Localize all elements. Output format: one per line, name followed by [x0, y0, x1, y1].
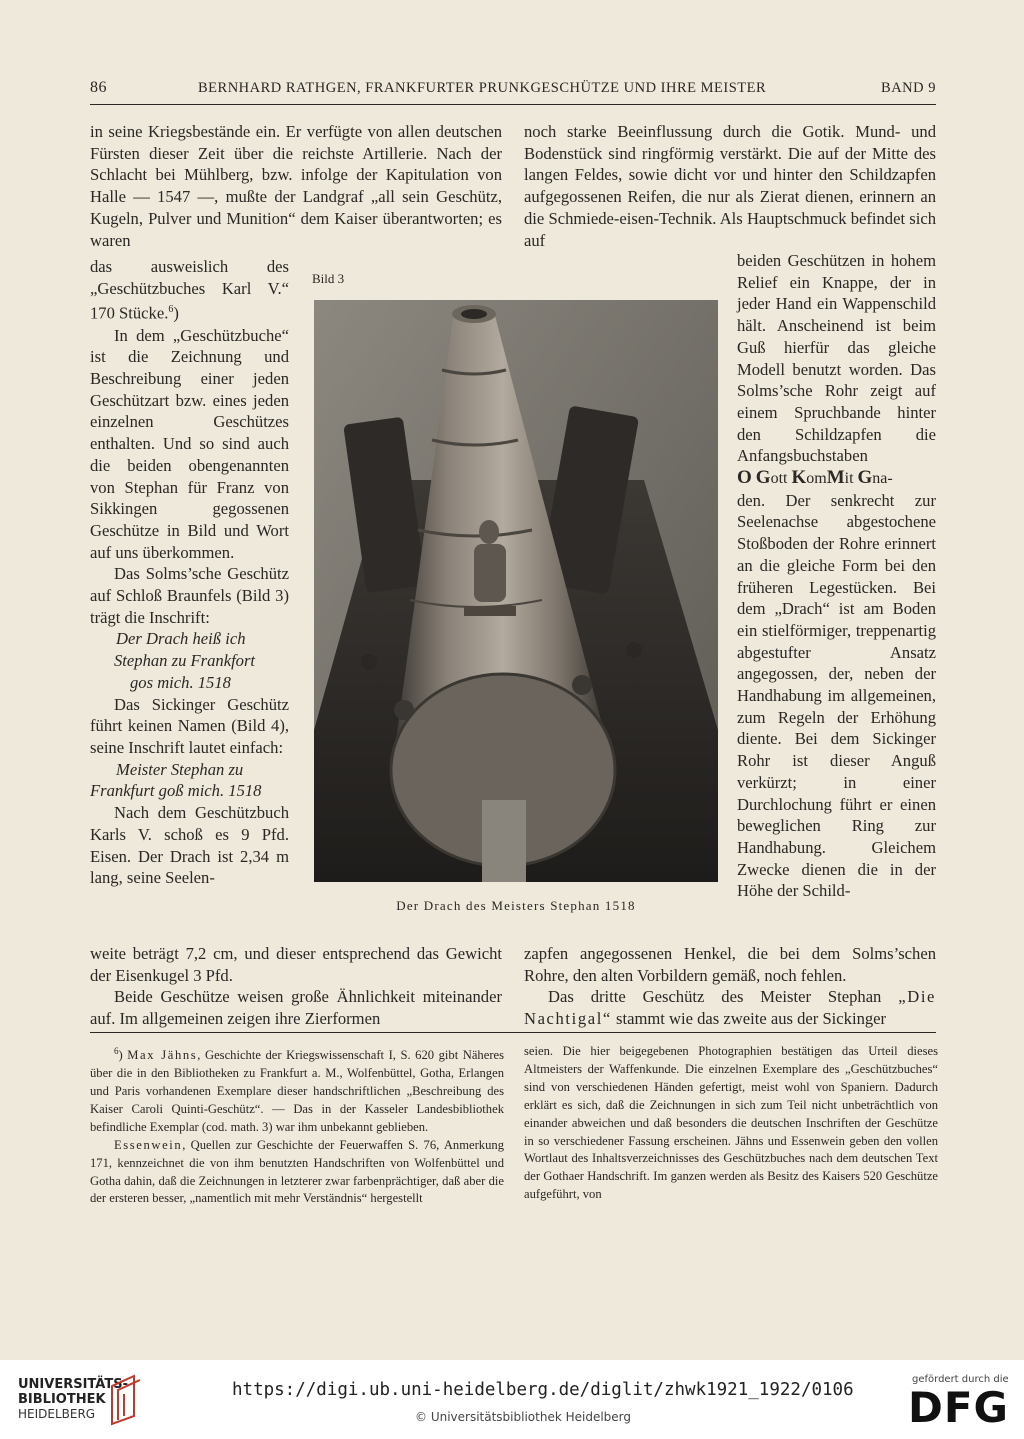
inscription-line: Meister Stephan zu — [116, 759, 244, 779]
running-title: BERNHARD RATHGEN, FRANKFURTER PRUNKGESCHÜTZE UND IHRE MEISTER — [198, 80, 767, 96]
gun-name: „Die Nachtigal“ — [524, 987, 936, 1029]
paragraph: Das dritte Geschütz des Meister Stephan „Die Nachtigal“ stammt wie das zweite aus der Sickinger — [524, 987, 936, 1029]
library-emblem-icon — [104, 1372, 144, 1428]
library-logo: UNIVERSITÄTS- BIBLIOTHEK HEIDELBERG — [18, 1377, 128, 1421]
footnote-left: $^6$) Max Jähns, Geschichte der Kriegswissenschaft I, S. 620 gibt Näheres über die in den Bibliotheken zu Frankfurt a. M., Wolfenbüttel, Gotha, Erlangen und Paris vorhandenen Exemplare dieser handschriftlichen „Beschreibung des Kaiser Caroli Quinti-Geschütz“. — Das in der Kasseler Landesbibliothek befindliche Exemplar (cod. math. 3) war ihm unbekannt geblieben. Essenwein, Quellen zur Geschichte der Feuerwaffen S. 76, Anmerkung 171, kennzeichnet die von ihm benutzten Handschriften von Wolfenbüttel und Gotha dahin, daß die Zeichnungen in letzterer zwar farbenprächtiger, daß aber die der ersteren besser, „namentlich mit mehr Verständnis“ hergestellt — [90, 1046, 505, 1206]
inscription-line: Frankfurt goß mich. 1518 — [90, 781, 262, 801]
paragraph: beiden Geschützen in hohem Relief ein Knappe, der in jeder Hand ein Wappenschild hält. Anscheinend ist beim Guß hierfür das gleiche Modell benutzt worden. Das Solms’sche Rohr zeigt auf einem Spruchbande hinter den Schildzapfen die Anfangsbuchstaben — [737, 251, 936, 466]
footnote-right — [524, 1043, 938, 1204]
inscription-line: gos mich. 1518 — [130, 672, 231, 692]
copyright: © Universitätsbibliothek Heidelberg — [415, 1410, 632, 1424]
running-header — [90, 79, 936, 99]
figure-caption: Der Drach des Meisters Stephan 1518 — [396, 898, 636, 913]
left-column-narrow: das ausweislich des „Geschützbuches Karl V.“ 170 Stücke.$^6$) In dem „Geschützbuche“ ist die Zeichnung und Beschreibung einer jeden Geschützart bzw. eines jeden einzelnen Geschützes enthalten. Und so sind auch die beiden obengenannten von Stephan für Franz von Sikkingen gegossenen Geschütze in Bild und Wort auf uns überkommen. Das Solms’sche Geschütz auf Schloß Braunfels (Bild 3) trägt die Inschrift: Der Drach heiß ich Stephan zu Frankfort gos mich. 1518 Das Sickinger Geschütz führt keinen Namen (Bild 4), seine Inschrift lautet einfach: Meister Stephan zu Frankfurt goß mich. 1518 Nach dem Geschützbuch Karls V. schoß es 9 Pfd. Eisen. Der Drach ist 2,34 m lang, seine Seelen- — [90, 257, 289, 888]
footnote-mark: 6 — [114, 1046, 119, 1056]
paragraph: Beide Geschütze weisen große Ähnlichkeit miteinander auf. Im allgemeinen zeigen ihre Zierformen — [90, 987, 502, 1029]
author-name: Essenwein — [114, 1137, 183, 1152]
paragraph: noch starke Beeinflussung durch die Gotik. Mund- und Bodenstück sind ringförmig verstärkt. Die auf der Mitte des langen Feldes, sowie dicht vor und hinter den Schildzapfen aufgegossenen Reifen, die nur als Zierat dienen, erinnern an die Schmiede-eisen-Technik. Als Hauptschmuck befindet sich auf — [524, 122, 936, 250]
footnote-ref: 6 — [168, 304, 174, 316]
paragraph: zapfen angegossenen Henkel, die bei dem Solms’schen Rohre, den alten Vorbildern gemäß, noch fehlen. — [524, 944, 936, 985]
left-column-top — [90, 121, 502, 251]
header-rule — [90, 104, 936, 105]
paragraph: In dem „Geschützbuche“ ist die Zeichnung und Beschreibung einer jeden Geschützart bzw. eines jeden einzelnen Geschützes enthalten. Und so sind auch die beiden obengenannten von Stephan für Franz von Sikkingen gegossenen Geschütze in Bild und Wort auf uns überkommen. — [90, 325, 289, 562]
right-column-bottom — [524, 943, 936, 1030]
paragraph: Das Sickinger Geschütz führt keinen Namen (Bild 4), seine Inschrift lautet einfach: — [90, 694, 289, 757]
funded-by-label: gefördert durch die — [912, 1374, 1009, 1385]
paragraph: das ausweislich des „Geschützbuches Karl V.“ 170 Stücke. — [90, 257, 289, 323]
paragraph: den. Der senkrecht zur Seelenachse abgestochene Stoßboden der Rohre erinnert an die gleiche Form bei den früheren Legestücken. Bei dem „Drach“ ist am Boden ein stielförmiger, treppenartig abgestufter Ansatz angegossen, der, neben der Handhabung im allgemeinen, zum Regeln der Erhöhung diente. Bei dem Sickinger Rohr ist dieser Anguß verkürzt; in einer Durchlochung führt er einen beweglichen Ring zur Handhabung. Gleichem Zwecke dienen die in der Höhe der Schild- — [737, 490, 936, 901]
paragraph: Das Solms’sche Geschütz auf Schloß Braunfels (Bild 3) trägt die Inschrift: — [90, 564, 289, 627]
inscription-line: Stephan zu Frankfort — [114, 651, 256, 671]
footnote-text: seien. Die hier beigegebenen Photographien bestätigen das Urteil dieses Altmeisters der Waffenkunde. Die einzelnen Exemplare des „Geschützbuches“ sind von verschiedenen Händen gefertigt, meist wohl von Spaniern. Dadurch erklärt es sich, daß die Zeichnungen in sich zum Teil nicht unbeträchtlich von einander abweichen und daß besonders die deutschen Inschriften der Geschütze in so verschiedener Fassung erscheinen. Jähns und Essenwein geben den vollen Wortlaut des Inhaltsverzeichnisses des Geschützbuches nach dem deutschen Text der Gothaer Handschrift. Im ganzen werden als Besitz des Kaisers 520 Geschütze aufgeführt, von — [524, 1044, 938, 1202]
library-footer — [0, 1360, 1024, 1439]
paragraph: Nach dem Geschützbuch Karls V. schoß es 9 Pfd. Eisen. Der Drach ist 2,34 m lang, seine Seelen- — [90, 803, 289, 888]
right-column-narrow — [737, 250, 936, 902]
left-column-bottom — [90, 943, 502, 1030]
paragraph: weite beträgt 7,2 cm, und dieser entsprechend das Gewicht der Eisenkugel 3 Pfd. — [90, 944, 502, 985]
dfg-logo: DFG — [908, 1383, 1010, 1432]
right-column-top — [524, 121, 936, 251]
motto-initials: O Gott KomMit Gna- — [737, 467, 893, 489]
inscription-line: Der Drach heiß ich — [116, 629, 246, 649]
permalink[interactable]: https://digi.ub.uni-heidelberg.de/diglit/zhwk1921_1922/0106 — [232, 1380, 854, 1400]
paragraph: in seine Kriegsbestände ein. Er verfügte von allen deutschen Fürsten dieser Zeit über die reichste Artillerie. Nach der Schlacht bei Mühlberg, bzw. infolge der Kapitulation von Halle — 1547 —, mußte der Landgraf „all sein Geschütz, Kugeln, Pulver und Munition“ dem Kaiser überantworten; es waren — [90, 122, 502, 250]
footnote-rule — [90, 1032, 936, 1033]
author-name: Max Jähns — [127, 1048, 198, 1063]
page-number: 86 — [90, 79, 107, 96]
cannon-photograph — [314, 300, 718, 882]
figure-label: Bild 3 — [312, 271, 345, 286]
volume-label: BAND 9 — [881, 80, 936, 96]
